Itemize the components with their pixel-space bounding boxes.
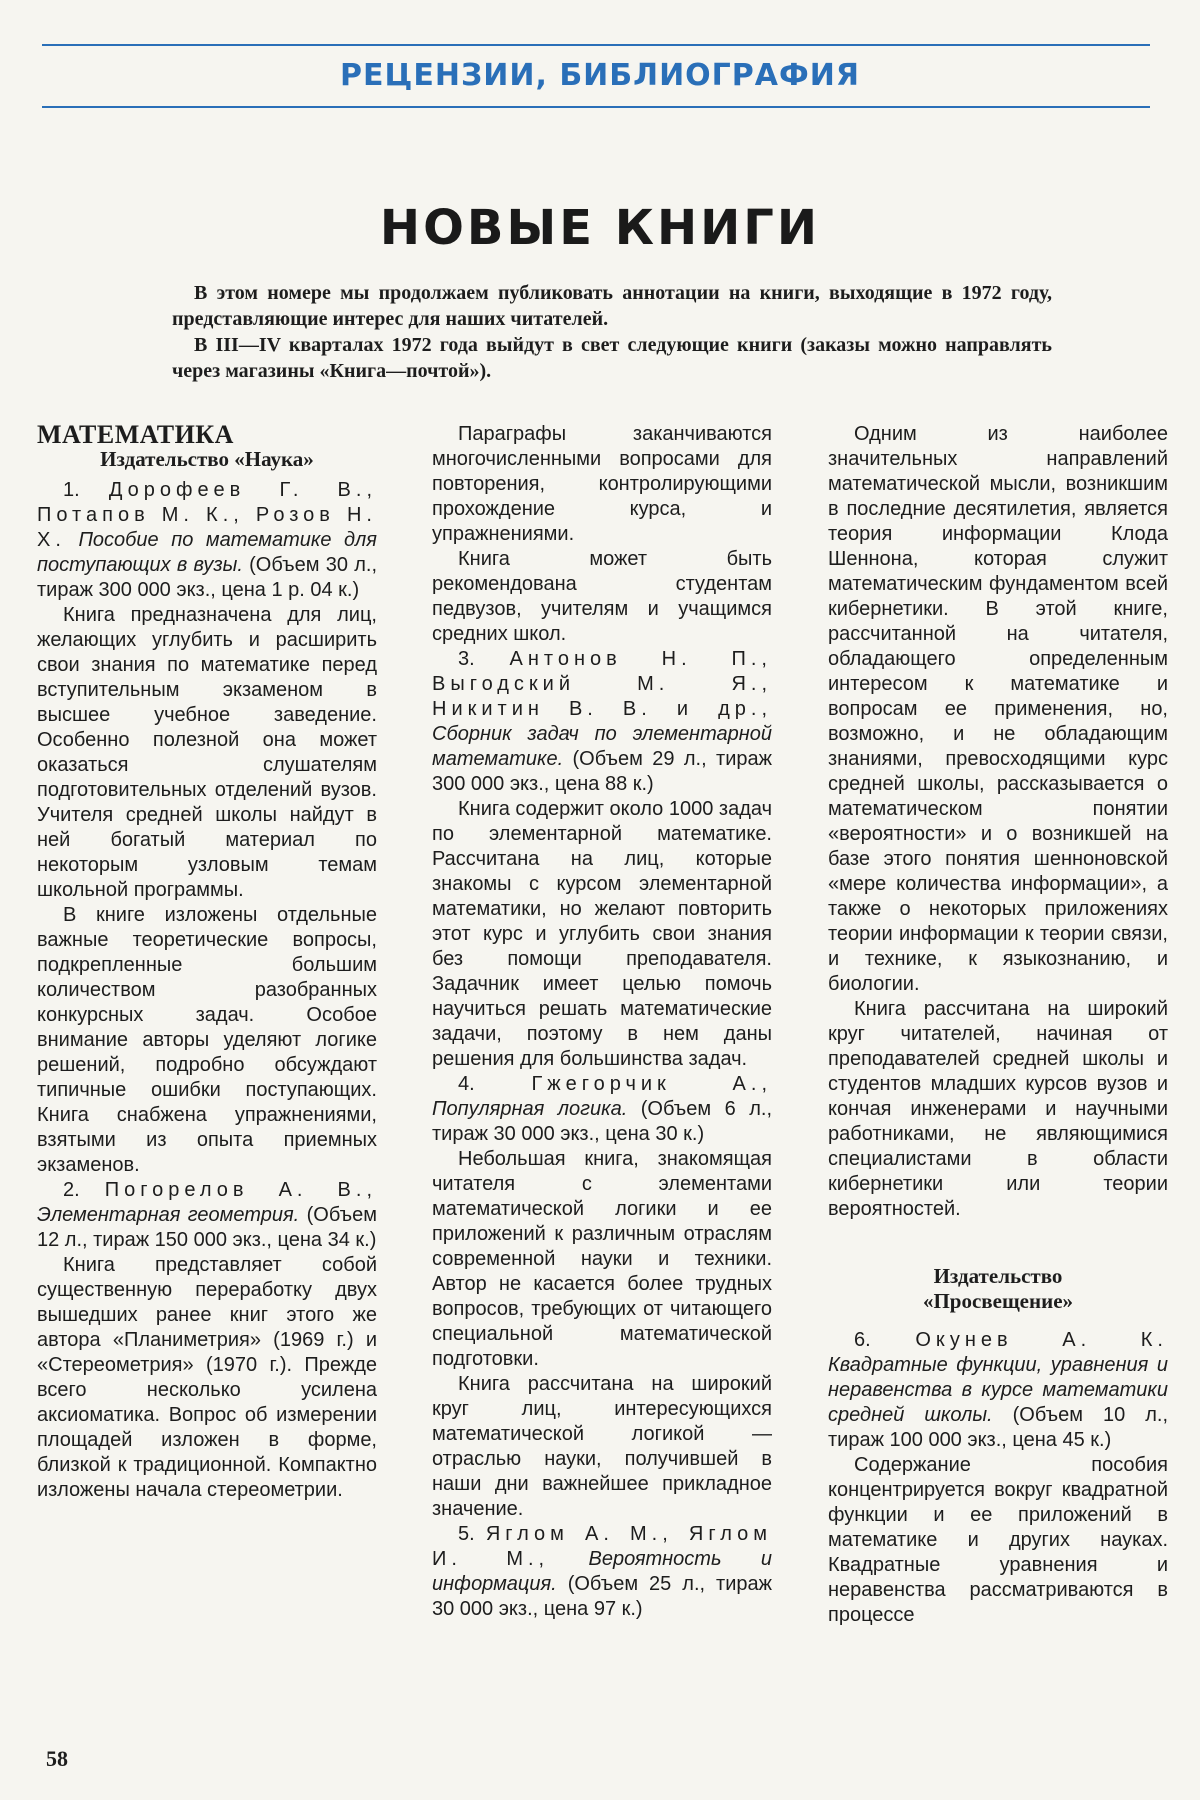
- book-6-meta: (Объем 10 л., тираж 100 000 экз., цена 45 к.): [828, 1404, 1168, 1451]
- book-1-desc-1: Книга предназначена для лиц, желающих углубить и расширить свои знания по математике перед вступительным экзаменом в высшее учебное заведение. Особенно полезной она может оказаться слушателям подготовительных отделений вузов. Учителя средней школы найдут в ней богатый материал по некоторым узловым темам школьной программы.: [37, 604, 377, 901]
- header-rule-top: [42, 44, 1150, 46]
- page-number: 58: [46, 1746, 68, 1771]
- book-2-title: Элементарная геометрия.: [37, 1204, 300, 1226]
- header-rule-bottom: [42, 106, 1150, 108]
- book-3-title: Сборник задач по элементарной математике.: [432, 723, 772, 770]
- book-4-title: Популярная логика.: [432, 1098, 628, 1120]
- book-6-number: 6.: [854, 1329, 871, 1351]
- book-3-number: 3.: [458, 648, 475, 670]
- book-4-meta: (Объем 6 л., тираж 30 000 экз., цена 30 к.): [432, 1098, 772, 1145]
- book-3-meta: (Объем 29 л., тираж 300 000 экз., цена 88 к.): [432, 748, 772, 795]
- book-4-desc-1: Небольшая книга, знакомящая читателя с элементами математической логики и ее приложений к различным отраслям современной науки и техники. Автор не касается более трудных вопросов, требующих от читающего специальной математической подготовки.: [432, 1148, 772, 1370]
- book-6-title: Квадратные функции, уравнения и неравенства в курсе математики средней школы.: [828, 1354, 1168, 1426]
- book-5-entry: [432, 1522, 772, 1622]
- section-heading-math: МАТЕМАТИКА: [37, 420, 234, 449]
- book-5-desc-2: Книга рассчитана на широкий круг читателей, начиная от преподавателей средней школы и студентов младших курсов вузов и кончая инженерами и научными работниками, не являющимися специалистами в области кибернетики или теории вероятностей.: [828, 998, 1168, 1220]
- book-4-entry: [432, 1072, 772, 1147]
- book-3-entry: [432, 647, 772, 797]
- book-5-meta: (Объем 25 л., тираж 30 000 экз., цена 97 к.): [432, 1573, 772, 1620]
- page-title: НОВЫЕ КНИГИ: [379, 200, 821, 256]
- book-3-desc-1: Книга содержит около 1000 задач по элементарной математике. Рассчитана на лиц, которые знакомы с курсом элементарной математики, но желают повторить этот курс и углубить свои знания без помощи преподавателя. Задачник имеет целью помочь научиться решать математические задачи, поэтому в нем даны решения для большинства задач.: [432, 798, 772, 1070]
- book-2-authors: Погорелов А. В.,: [104, 1179, 377, 1201]
- book-4-authors: Гжегорчик А.,: [531, 1073, 772, 1095]
- book-4-desc-2: Книга рассчитана на широкий круг лиц, интересующихся математической логикой — отраслью науки, получившей в наши дни важнейшее прикладное значение.: [432, 1373, 772, 1520]
- book-6-desc-1: Содержание пособия концентрируется вокруг квадратной функции и ее приложений в математике и других науках. Квадратные уравнения и неравенства рассматриваются в процессе: [828, 1454, 1168, 1626]
- book-5-number: 5.: [458, 1523, 475, 1545]
- book-2-desc-1: Книга представляет собой существенную переработку двух вышедших ранее книг этого же автора «Планиметрия» (1969 г.) и «Стереометрия» (1970 г.). Прежде всего несколько усилена аксиоматика. Вопрос об измерении площадей изложен в форме, близкой к традиционной. Компактно изложены начала стереометрии.: [37, 1254, 377, 1501]
- book-5-title: Вероятность и информация.: [432, 1548, 773, 1595]
- publisher-prosveshchenie-line-1: Издательство: [933, 1264, 1063, 1288]
- book-2-meta: (Объем 12 л., тираж 150 000 экз., цена 34 к.): [37, 1204, 377, 1251]
- book-5-authors: Яглом А. М., Яглом И. М.,: [432, 1523, 772, 1570]
- book-4-number: 4.: [458, 1073, 475, 1095]
- publisher-nauka: Издательство «Наука»: [100, 447, 314, 471]
- book-1-number: 1.: [63, 479, 80, 501]
- publisher-prosveshchenie-line-2: «Просвещение»: [922, 1289, 1074, 1313]
- book-1-title: Пособие по математике для поступающих в вузы.: [37, 529, 377, 576]
- intro-paragraph-2: В III—IV кварталах 1972 года выйдут в свет следующие книги (заказы можно направлять через магазины «Книга—почтой»).: [172, 334, 1052, 382]
- book-1-entry: [37, 478, 377, 603]
- intro-paragraph-1: В этом номере мы продолжаем публиковать аннотации на книги, выходящие в 1972 году, представляющие интерес для наших читателей.: [172, 282, 1052, 330]
- book-2-desc-2: Параграфы заканчиваются многочисленными вопросами для повторения, контролирующими прохождение курса, и упражнениями.: [432, 423, 772, 545]
- column-1: [37, 422, 377, 1503]
- column-3-spacer: [828, 1222, 1168, 1264]
- book-2-desc-3: Книга может быть рекомендована студентам педвузов, учителям и учащимся средних школ.: [432, 548, 772, 645]
- book-1-authors: Дорофеев Г. В., Потапов М. К., Розов Н. Х.: [37, 479, 377, 551]
- book-6-entry: [828, 1328, 1168, 1453]
- book-1-meta: (Объем 30 л., тираж 300 000 экз., цена 1 р. 04 к.): [37, 554, 378, 601]
- column-3: [828, 422, 1168, 1628]
- book-3-authors: Антонов Н. П., Выгодский М. Я., Никитин В. В. и др.,: [432, 648, 772, 720]
- book-5-desc-1: Одним из наиболее значительных направлений математической мысли, возникшим в последние десятилетия, является теория информации Клода Шеннона, которая служит математическим фундаментом всей кибернетики. В этой книге, рассчитанной на читателя, обладающего определенным интересом к математике и вопросам ее применения, но, возможно, и не обладающим знаниями, превосходящими курс средней школы, рассказывается о математическом понятии «вероятности» и о возникшей на базе этого понятия шенноновской «мере количества информации», а также о некоторых приложениях теории информации к теории связи, и технике, к языкознанию, и биологии.: [828, 423, 1168, 995]
- section-header: РЕЦЕНЗИИ, БИБЛИОГРАФИЯ: [340, 58, 860, 93]
- book-2-number: 2.: [63, 1179, 80, 1201]
- column-2: [432, 422, 772, 1622]
- book-6-authors: Окунев А. К.: [915, 1329, 1168, 1351]
- book-2-entry: [37, 1178, 377, 1253]
- book-1-desc-2: В книге изложены отдельные важные теоретические вопросы, подкрепленные большим количеством разобранных конкурсных задач. Особое внимание авторы уделяют логике решений, подробно обсуждают типичные ошибки поступающих. Книга снабжена упражнениями, взятыми из опыта приемных экзаменов.: [37, 904, 377, 1176]
- intro: [172, 280, 1052, 384]
